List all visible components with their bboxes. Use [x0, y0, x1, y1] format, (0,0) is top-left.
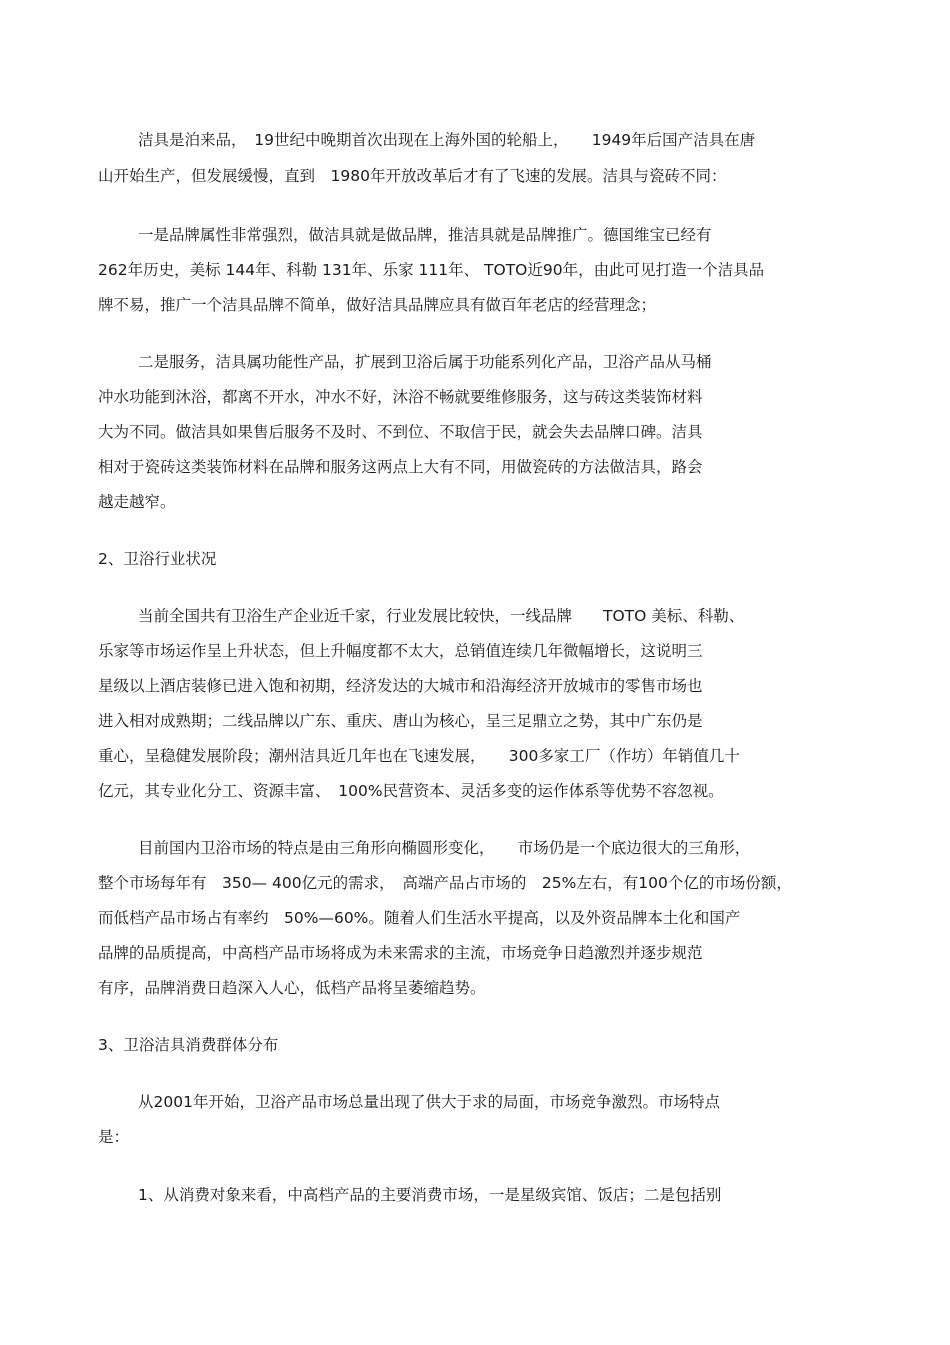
paragraph-4-line-2: 乐家等市场运作呈上升状态，但上升幅度都不太大，总销值连续几年微幅增长，这说明三	[98, 642, 703, 660]
paragraph-4-line-5: 重心，呈稳健发展阶段；潮州洁具近几年也在飞速发展， 300多家工厂（作坊）年销值几十	[98, 747, 740, 765]
paragraph-2-line-2: 262年历史，美标 144年、科勒 131年、乐家 111年、 TOTO近90年，由此可见打造一个洁具品	[98, 261, 765, 279]
paragraph-1-line-1: 洁具是泊来品， 19世纪中晚期首次出现在上海外国的轮船上， 1949年后国产洁具在唐	[138, 131, 756, 149]
paragraph-2-line-3: 牌不易，推广一个洁具品牌不简单，做好洁具品牌应具有做百年老店的经营理念；	[98, 296, 657, 314]
paragraph-3-line-2: 冲水功能到沐浴，都离不开水，冲水不好，沐浴不畅就要维修服务，这与砖这类装饰材料	[98, 388, 703, 406]
section-heading-2: 2、卫浴行业状况	[98, 550, 217, 568]
paragraph-5-line-5: 有序，品牌消费日趋深入人心，低档产品将呈萎缩趋势。	[98, 979, 486, 997]
paragraph-3-line-5: 越走越窄。	[98, 493, 176, 511]
paragraph-7-line-1: 1、从消费对象来看，中高档产品的主要消费市场，一是星级宾馆、饭店；二是包括别	[138, 1186, 722, 1204]
paragraph-6-line-1: 从2001年开始，卫浴产品市场总量出现了供大于求的局面，市场竞争激烈。市场特点	[138, 1093, 720, 1111]
paragraph-5-line-1: 目前国内卫浴市场的特点是由三角形向椭圆形变化， 市场仍是一个底边很大的三角形，	[138, 839, 751, 857]
paragraph-1-line-2: 山开始生产，但发展缓慢，直到 1980年开放改革后才有了飞速的发展。洁具与瓷砖不同：	[98, 167, 727, 185]
paragraph-5-line-2: 整个市场每年有 350— 400亿元的需求， 高端产品占市场的 25%左右，有100个亿的市场份额，	[98, 874, 792, 892]
paragraph-4-line-6: 亿元，其专业化分工、资源丰富、 100%民营资本、灵活多变的运作体系等优势不容忽视。	[98, 782, 724, 800]
paragraph-3-line-4: 相对于瓷砖这类装饰材料在品牌和服务这两点上大有不同，用做瓷砖的方法做洁具，路会	[98, 458, 703, 476]
paragraph-4-line-3: 星级以上酒店装修已进入饱和初期，经济发达的大城市和沿海经济开放城市的零售市场也	[98, 677, 703, 695]
paragraph-3-line-3: 大为不同。做洁具如果售后服务不及时、不到位、不取信于民，就会失去品牌口碑。洁具	[98, 423, 703, 441]
paragraph-2-line-1: 一是品牌属性非常强烈，做洁具就是做品牌，推洁具就是品牌推广。德国维宝已经有	[138, 226, 712, 244]
paragraph-4-line-4: 进入相对成熟期；二线品牌以广东、重庆、唐山为核心，呈三足鼎立之势，其中广东仍是	[98, 712, 703, 730]
paragraph-5-line-3: 而低档产品市场占有率约 50%—60%。随着人们生活水平提高，以及外资品牌本土化和国产	[98, 909, 741, 927]
paragraph-6-line-2: 是：	[98, 1128, 130, 1146]
section-heading-3: 3、卫浴洁具消费群体分布	[98, 1036, 279, 1054]
paragraph-3-line-1: 二是服务，洁具属功能性产品，扩展到卫浴后属于功能系列化产品，卫浴产品从马桶	[138, 353, 712, 371]
paragraph-5-line-4: 品牌的品质提高，中高档产品市场将成为未来需求的主流，市场竞争日趋激烈并逐步规范	[98, 944, 703, 962]
paragraph-4-line-1: 当前全国共有卫浴生产企业近千家，行业发展比较快，一线品牌 TOTO 美标、科勒、	[138, 607, 745, 625]
